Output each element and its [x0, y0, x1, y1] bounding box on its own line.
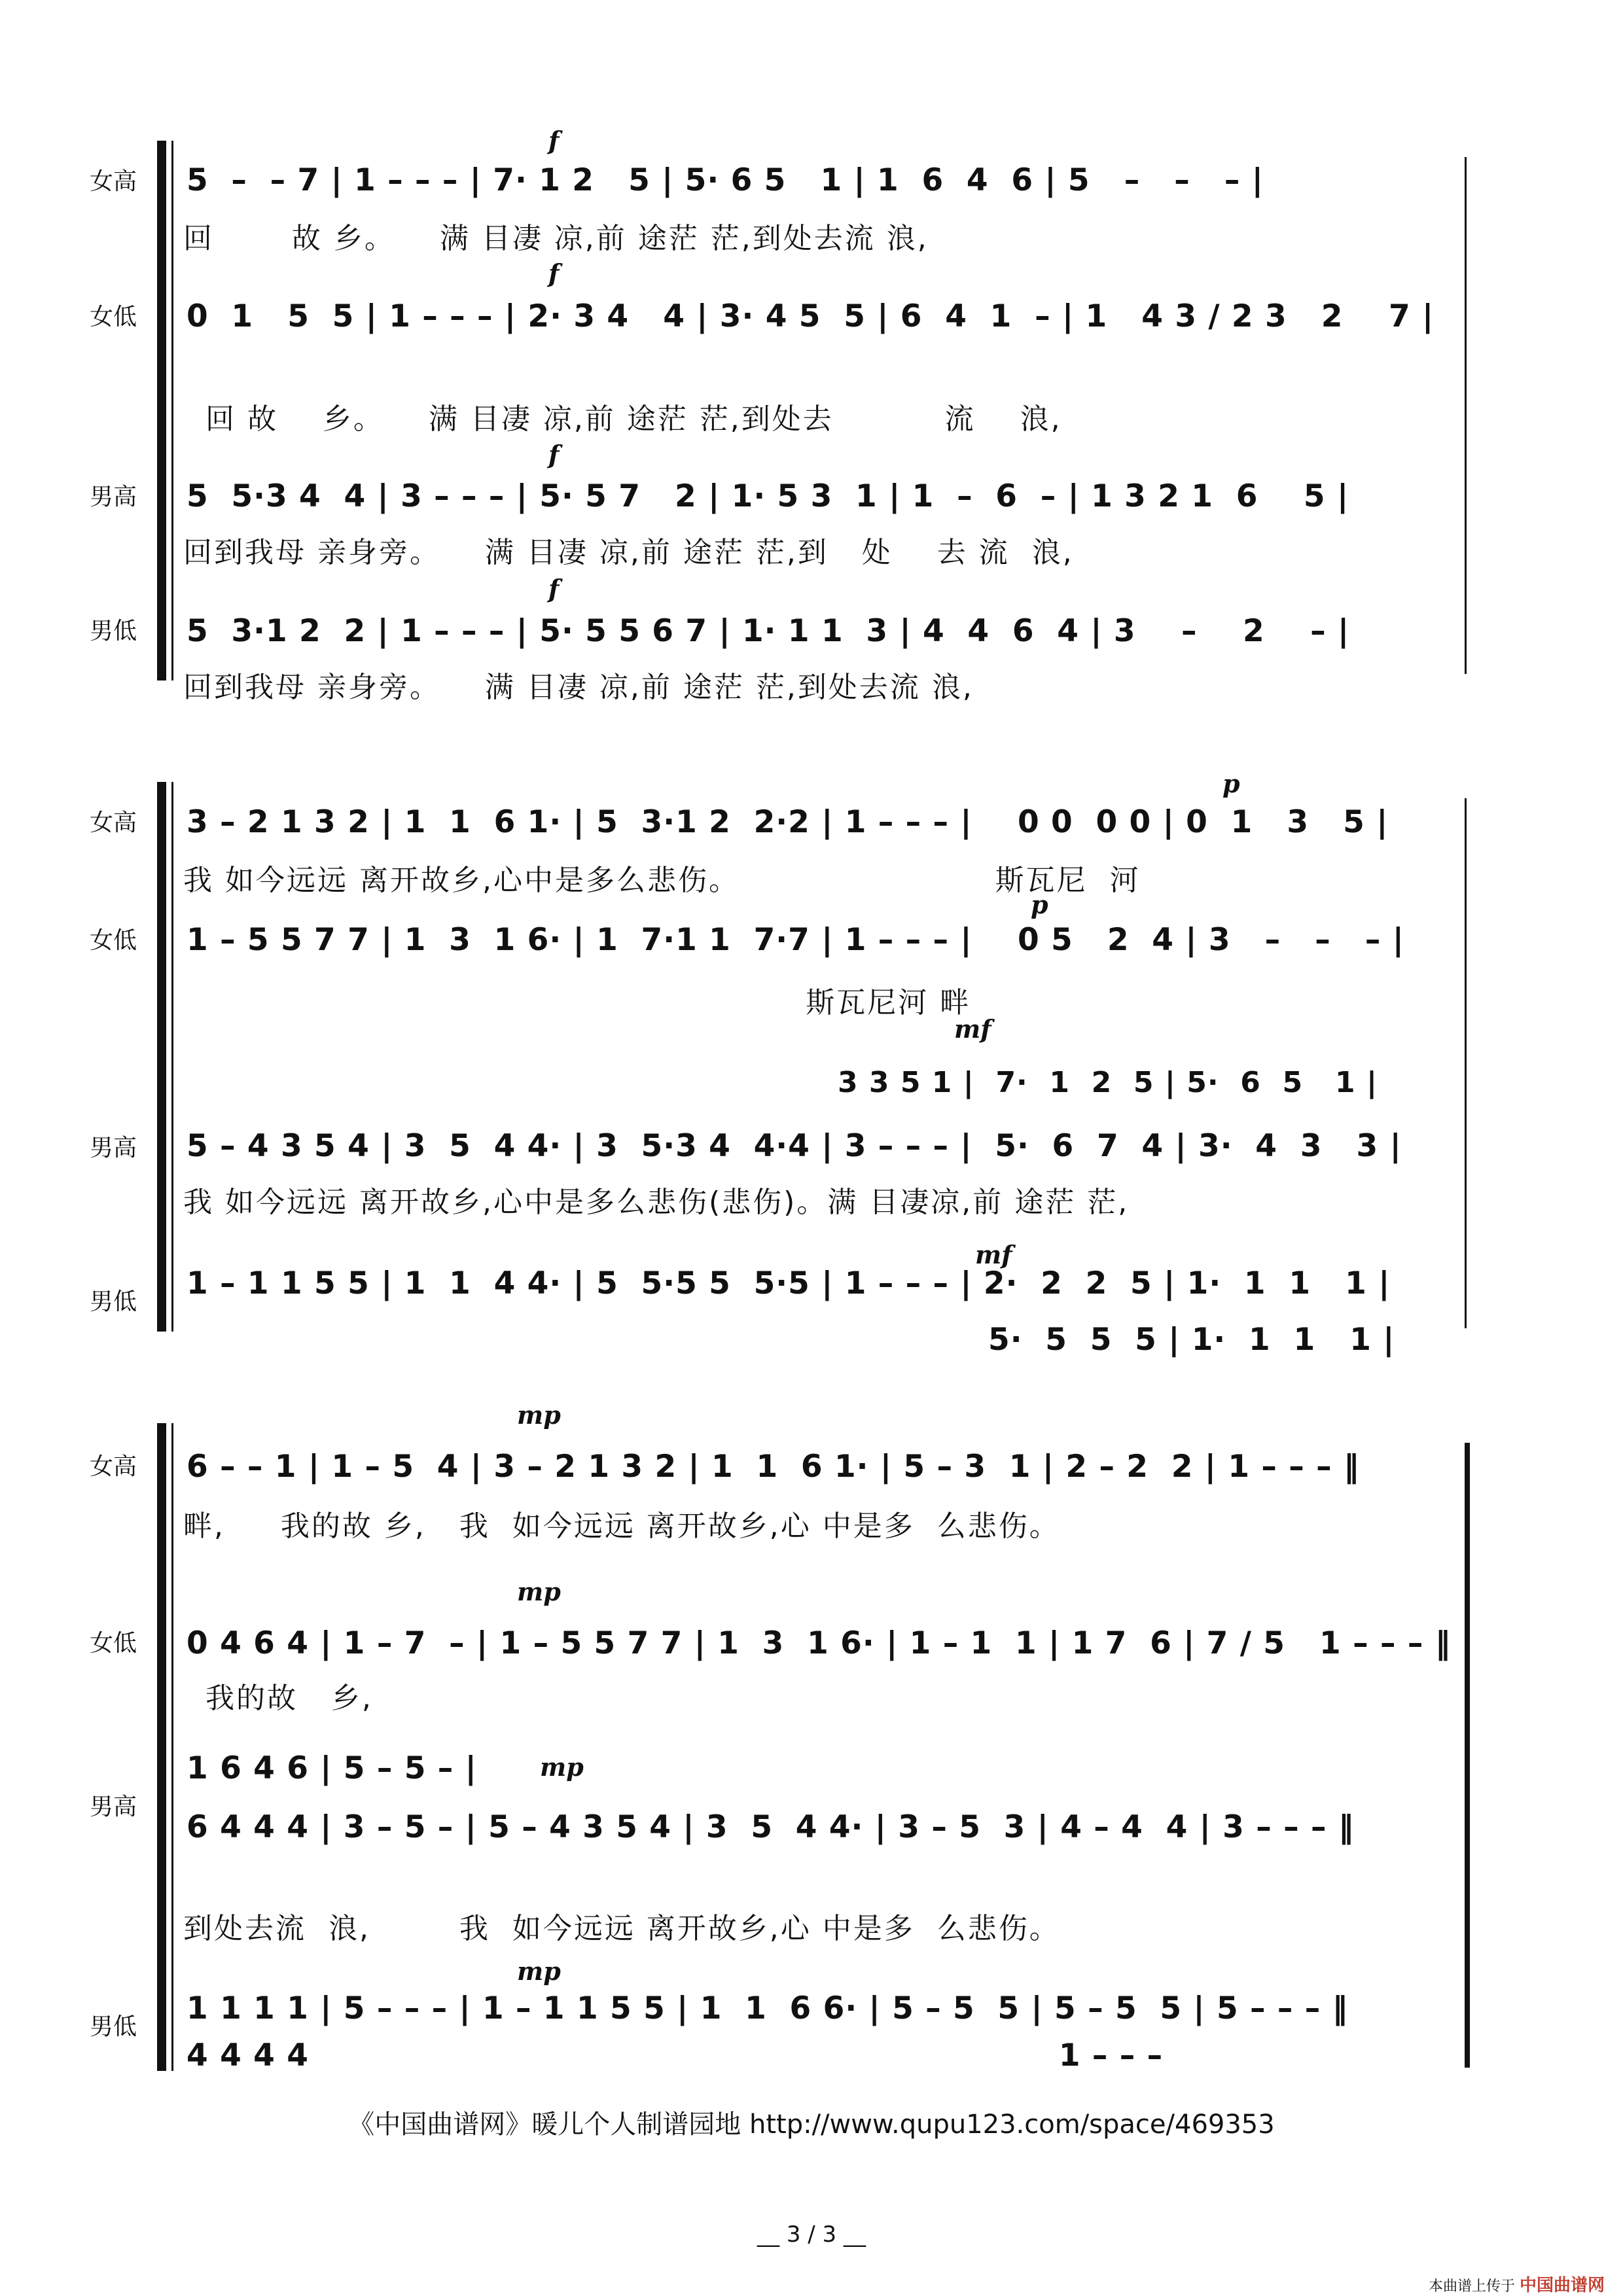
- voice-label-tenor: 男高: [89, 484, 137, 510]
- page-number: __ 3 / 3 __: [757, 2221, 866, 2248]
- dynamic-marking: p: [1222, 769, 1240, 798]
- soprano-lyric: 我 如今远远 离开故乡,心中是多么悲伤。 斯瓦尼 河: [183, 864, 1141, 897]
- bass-lyric: 回到我母 亲身旁。 满 目凄 凉,前 途茫 茫,到处去流 浪,: [183, 671, 974, 704]
- alto-notes: 0 4 6 4 | 1 – 7 – | 1 – 5 5 7 7 | 1 3 1 6· | 1 – 1 1 | 1 7 6 | 7 / 5 1 – – – ‖: [187, 1625, 1452, 1661]
- final-double-barline: [1465, 1443, 1470, 2068]
- bass-lower-notes: 5· 5 5 5 | 1· 1 1 1 |: [988, 1322, 1395, 1358]
- watermark: [1429, 2272, 1605, 2296]
- soprano-notes: 6 – – 1 | 1 – 5 4 | 3 – 2 1 3 2 | 1 1 6 1· | 5 – 3 1 | 2 – 2 2 | 1 – – – ‖: [187, 1449, 1360, 1485]
- system-bracket-line: [171, 1423, 173, 2071]
- soprano-notes: 5 – – 7 | 1 – – – | 7· 1 2 5 | 5· 6 5 1 | 1 6 4 6 | 5 – – – |: [187, 162, 1264, 198]
- dynamic-marking: mp: [540, 1752, 584, 1782]
- soprano-lyric: 回 故 乡。 满 目凄 凉,前 途茫 茫,到处去流 浪,: [183, 222, 929, 255]
- dynamic-marking: mp: [517, 1400, 561, 1430]
- voice-label-soprano: 女高: [89, 1453, 137, 1480]
- voice-label-tenor: 男高: [89, 1135, 137, 1161]
- system-bracket: [157, 1423, 166, 2071]
- tenor-lyric: 我 如今远远 离开故乡,心中是多么悲伤(悲伤)。满 目凄凉,前 途茫 茫,: [183, 1186, 1130, 1219]
- voice-label-soprano: 女高: [89, 809, 137, 836]
- bass-upper-notes: 1 1 1 1 | 5 – – – | 1 – 1 1 5 5 | 1 1 6 6· | 5 – 5 5 | 5 – 5 5 | 5 – – – ‖: [187, 1990, 1349, 2026]
- alto-lyric: 回 故 乡。 满 目凄 凉,前 途茫 茫,到处去 流 浪,: [183, 402, 1062, 436]
- dynamic-marking: p: [1031, 890, 1048, 919]
- system-end-barline: [1465, 798, 1467, 1328]
- voice-label-soprano: 女高: [89, 168, 137, 195]
- voice-label-bass: 男低: [89, 2013, 137, 2040]
- soprano-lyric: 畔, 我的故 乡, 我 如今远远 离开故乡,心 中是多 么悲伤。: [183, 1510, 1060, 1543]
- bass-notes: 5 3·1 2 2 | 1 – – – | 5· 5 5 6 7 | 1· 1 1 3 | 4 4 6 4 | 3 – 2 – |: [187, 613, 1350, 649]
- system-bracket: [157, 782, 166, 1332]
- dynamic-marking: mf: [975, 1240, 1012, 1269]
- tenor-lyric: 回到我母 亲身旁。 满 目凄 凉,前 途茫 茫,到 处 去 流 浪,: [183, 536, 1074, 569]
- watermark-prefix: 本曲谱上传于: [1428, 2278, 1515, 2295]
- system-end-barline: [1465, 157, 1467, 674]
- bass-lower-notes: 4 4 4 4 1 – – –: [187, 2038, 1164, 2074]
- tenor-notes: 6 4 4 4 | 3 – 5 – | 5 – 4 3 5 4 | 3 5 4 4· | 3 – 5 3 | 4 – 4 4 | 3 – – – ‖: [187, 1809, 1355, 1845]
- dynamic-marking: f: [548, 440, 560, 469]
- tenor-upper-notes: 1 6 4 6 | 5 – 5 – |: [187, 1750, 477, 1786]
- voice-label-bass: 男低: [89, 1288, 137, 1315]
- voice-label-alto: 女低: [89, 304, 137, 330]
- dynamic-marking: f: [548, 574, 560, 603]
- voice-label-alto: 女低: [89, 927, 137, 954]
- soprano-notes: 3 – 2 1 3 2 | 1 1 6 1· | 5 3·1 2 2·2 | 1 – – – | 0 0 0 0 | 0 1 3 5 |: [187, 804, 1389, 840]
- alto-notes: 0 1 5 5 | 1 – – – | 2· 3 4 4 | 3· 4 5 5 | 6 4 1 – | 1 4 3 / 2 3 2 7 |: [187, 298, 1435, 334]
- dynamic-marking: mp: [517, 1577, 561, 1606]
- tenor-notes: 5 – 4 3 5 4 | 3 5 4 4· | 3 5·3 4 4·4 | 3 – – – | 5· 6 7 4 | 3· 4 3 3 |: [187, 1128, 1402, 1164]
- voice-label-tenor: 男高: [89, 1793, 137, 1820]
- system-bracket-line: [171, 782, 173, 1332]
- alto-lyric: 我的故 乡,: [183, 1682, 373, 1715]
- tenor-lyric: 到处去流 浪, 我 如今远远 离开故乡,心 中是多 么悲伤。: [183, 1912, 1060, 1945]
- voice-label-bass: 男低: [89, 618, 137, 645]
- footer-source: 《中国曲谱网》暖儿个人制谱园地 http://www.qupu123.com/space/469353: [348, 2110, 1275, 2140]
- dynamic-marking: mp: [517, 1956, 561, 1986]
- dynamic-marking: f: [548, 126, 560, 155]
- tenor-notes: 5 5·3 4 4 | 3 – – – | 5· 5 7 2 | 1· 5 3 1 | 1 – 6 – | 1 3 2 1 6 5 |: [187, 478, 1349, 514]
- voice-label-alto: 女低: [89, 1630, 137, 1657]
- watermark-brand: 中国曲谱网: [1519, 2276, 1605, 2295]
- system-bracket: [157, 141, 166, 680]
- system-bracket-line: [171, 141, 173, 680]
- dynamic-marking: mf: [954, 1014, 991, 1044]
- alto-notes: 1 – 5 5 7 7 | 1 3 1 6· | 1 7·1 1 7·7 | 1 – – – | 0 5 2 4 | 3 – – – |: [187, 922, 1404, 958]
- tenor-upper-notes: 3 3 5 1 | 7· 1 2 5 | 5· 6 5 1 |: [838, 1066, 1378, 1099]
- alto-lyric: 斯瓦尼河 畔: [183, 986, 971, 1019]
- dynamic-marking: f: [548, 258, 560, 288]
- bass-notes: 1 – 1 1 5 5 | 1 1 4 4· | 5 5·5 5 5·5 | 1 – – – | 2· 2 2 5 | 1· 1 1 1 |: [187, 1265, 1391, 1301]
